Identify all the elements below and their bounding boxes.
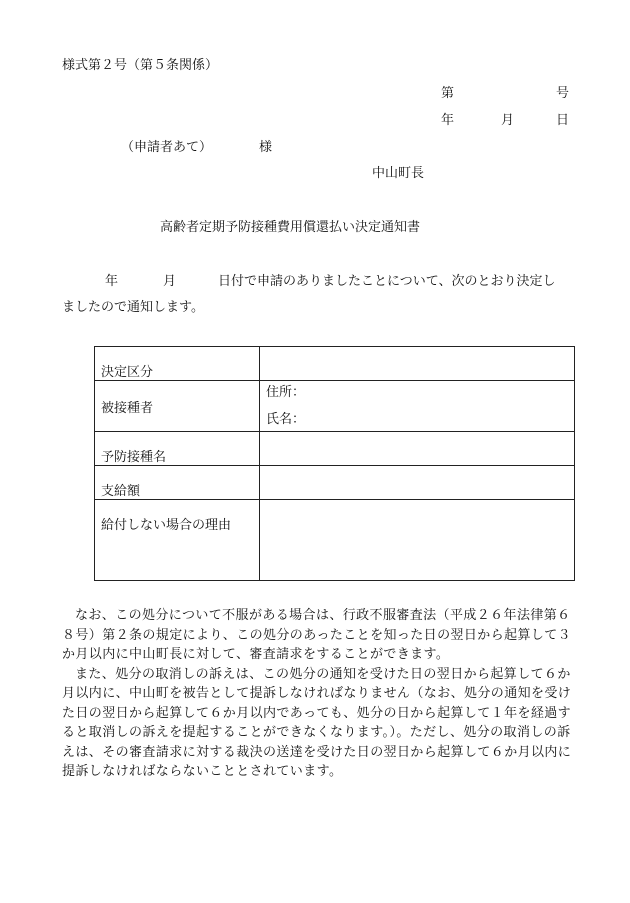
addressee-label: （申請者あて） (121, 140, 213, 155)
row-label-decision: 決定区分 (95, 347, 260, 381)
row-label-recipient: 被接種者 (95, 381, 260, 432)
intro-month: 月 (163, 274, 177, 289)
name-label: 氏名： (266, 411, 306, 427)
table-row (95, 466, 575, 500)
issuer: 中山町長 (372, 166, 425, 181)
date-year: 年 (441, 113, 455, 128)
row-label-reason: 給付しない場合の理由 (95, 500, 260, 581)
form-header: 様式第２号（第５条関係） (62, 58, 219, 73)
row-value-amount (260, 466, 575, 500)
document-title: 高齢者定期予防接種費用償還払い決定通知書 (160, 220, 421, 235)
intro-line2: ましたので通知します。 (62, 300, 204, 315)
notes-section (62, 606, 581, 782)
number-suffix: 号 (556, 86, 570, 101)
row-value-reason (260, 500, 575, 581)
address-label: 住所： (266, 384, 306, 400)
row-value-recipient (260, 381, 575, 432)
date-month: 月 (501, 113, 515, 128)
row-label-amount: 支給額 (95, 466, 260, 500)
row-label-vaccine: 予防接種名 (95, 432, 260, 466)
note-paragraph-2: また、処分の取消しの訴えは、この処分の通知を受けた日の翌日から起算して６か月以内に、中山町を被告として提訴しなければなりません（なお、処分の通知を受けた日の翌日から起算して６か月以内であっても、処分の日から起算して１年を経過すると取消しの訴えを提起することができなくなります。）。ただし、処分の取消しの訴えは、その審査請求に対する裁決の送達を受けた日の翌日から起算して６か月以内に提訴しなければならないこととされています。 (62, 666, 572, 779)
table-row (95, 432, 575, 466)
decision-table (94, 346, 575, 581)
intro-line1: 日付で申請のありましたことについて、次のとおり決定し (218, 274, 556, 289)
intro-year: 年 (105, 274, 119, 289)
table-row (95, 381, 575, 432)
row-value-decision (260, 347, 575, 381)
number-prefix: 第 (441, 86, 455, 101)
table-row (95, 347, 575, 381)
table-row (95, 500, 575, 581)
date-day: 日 (556, 113, 570, 128)
note-paragraph-1: なお、この処分について不服がある場合は、行政不服審査法（平成２６年法律第６８号）第２条の規定により、この処分のあったことを知った日の翌日から起算して３か月以内に中山町長に対して、審査請求をすることができます。 (62, 608, 572, 662)
addressee-honorific: 様 (259, 140, 273, 155)
row-value-vaccine (260, 432, 575, 466)
